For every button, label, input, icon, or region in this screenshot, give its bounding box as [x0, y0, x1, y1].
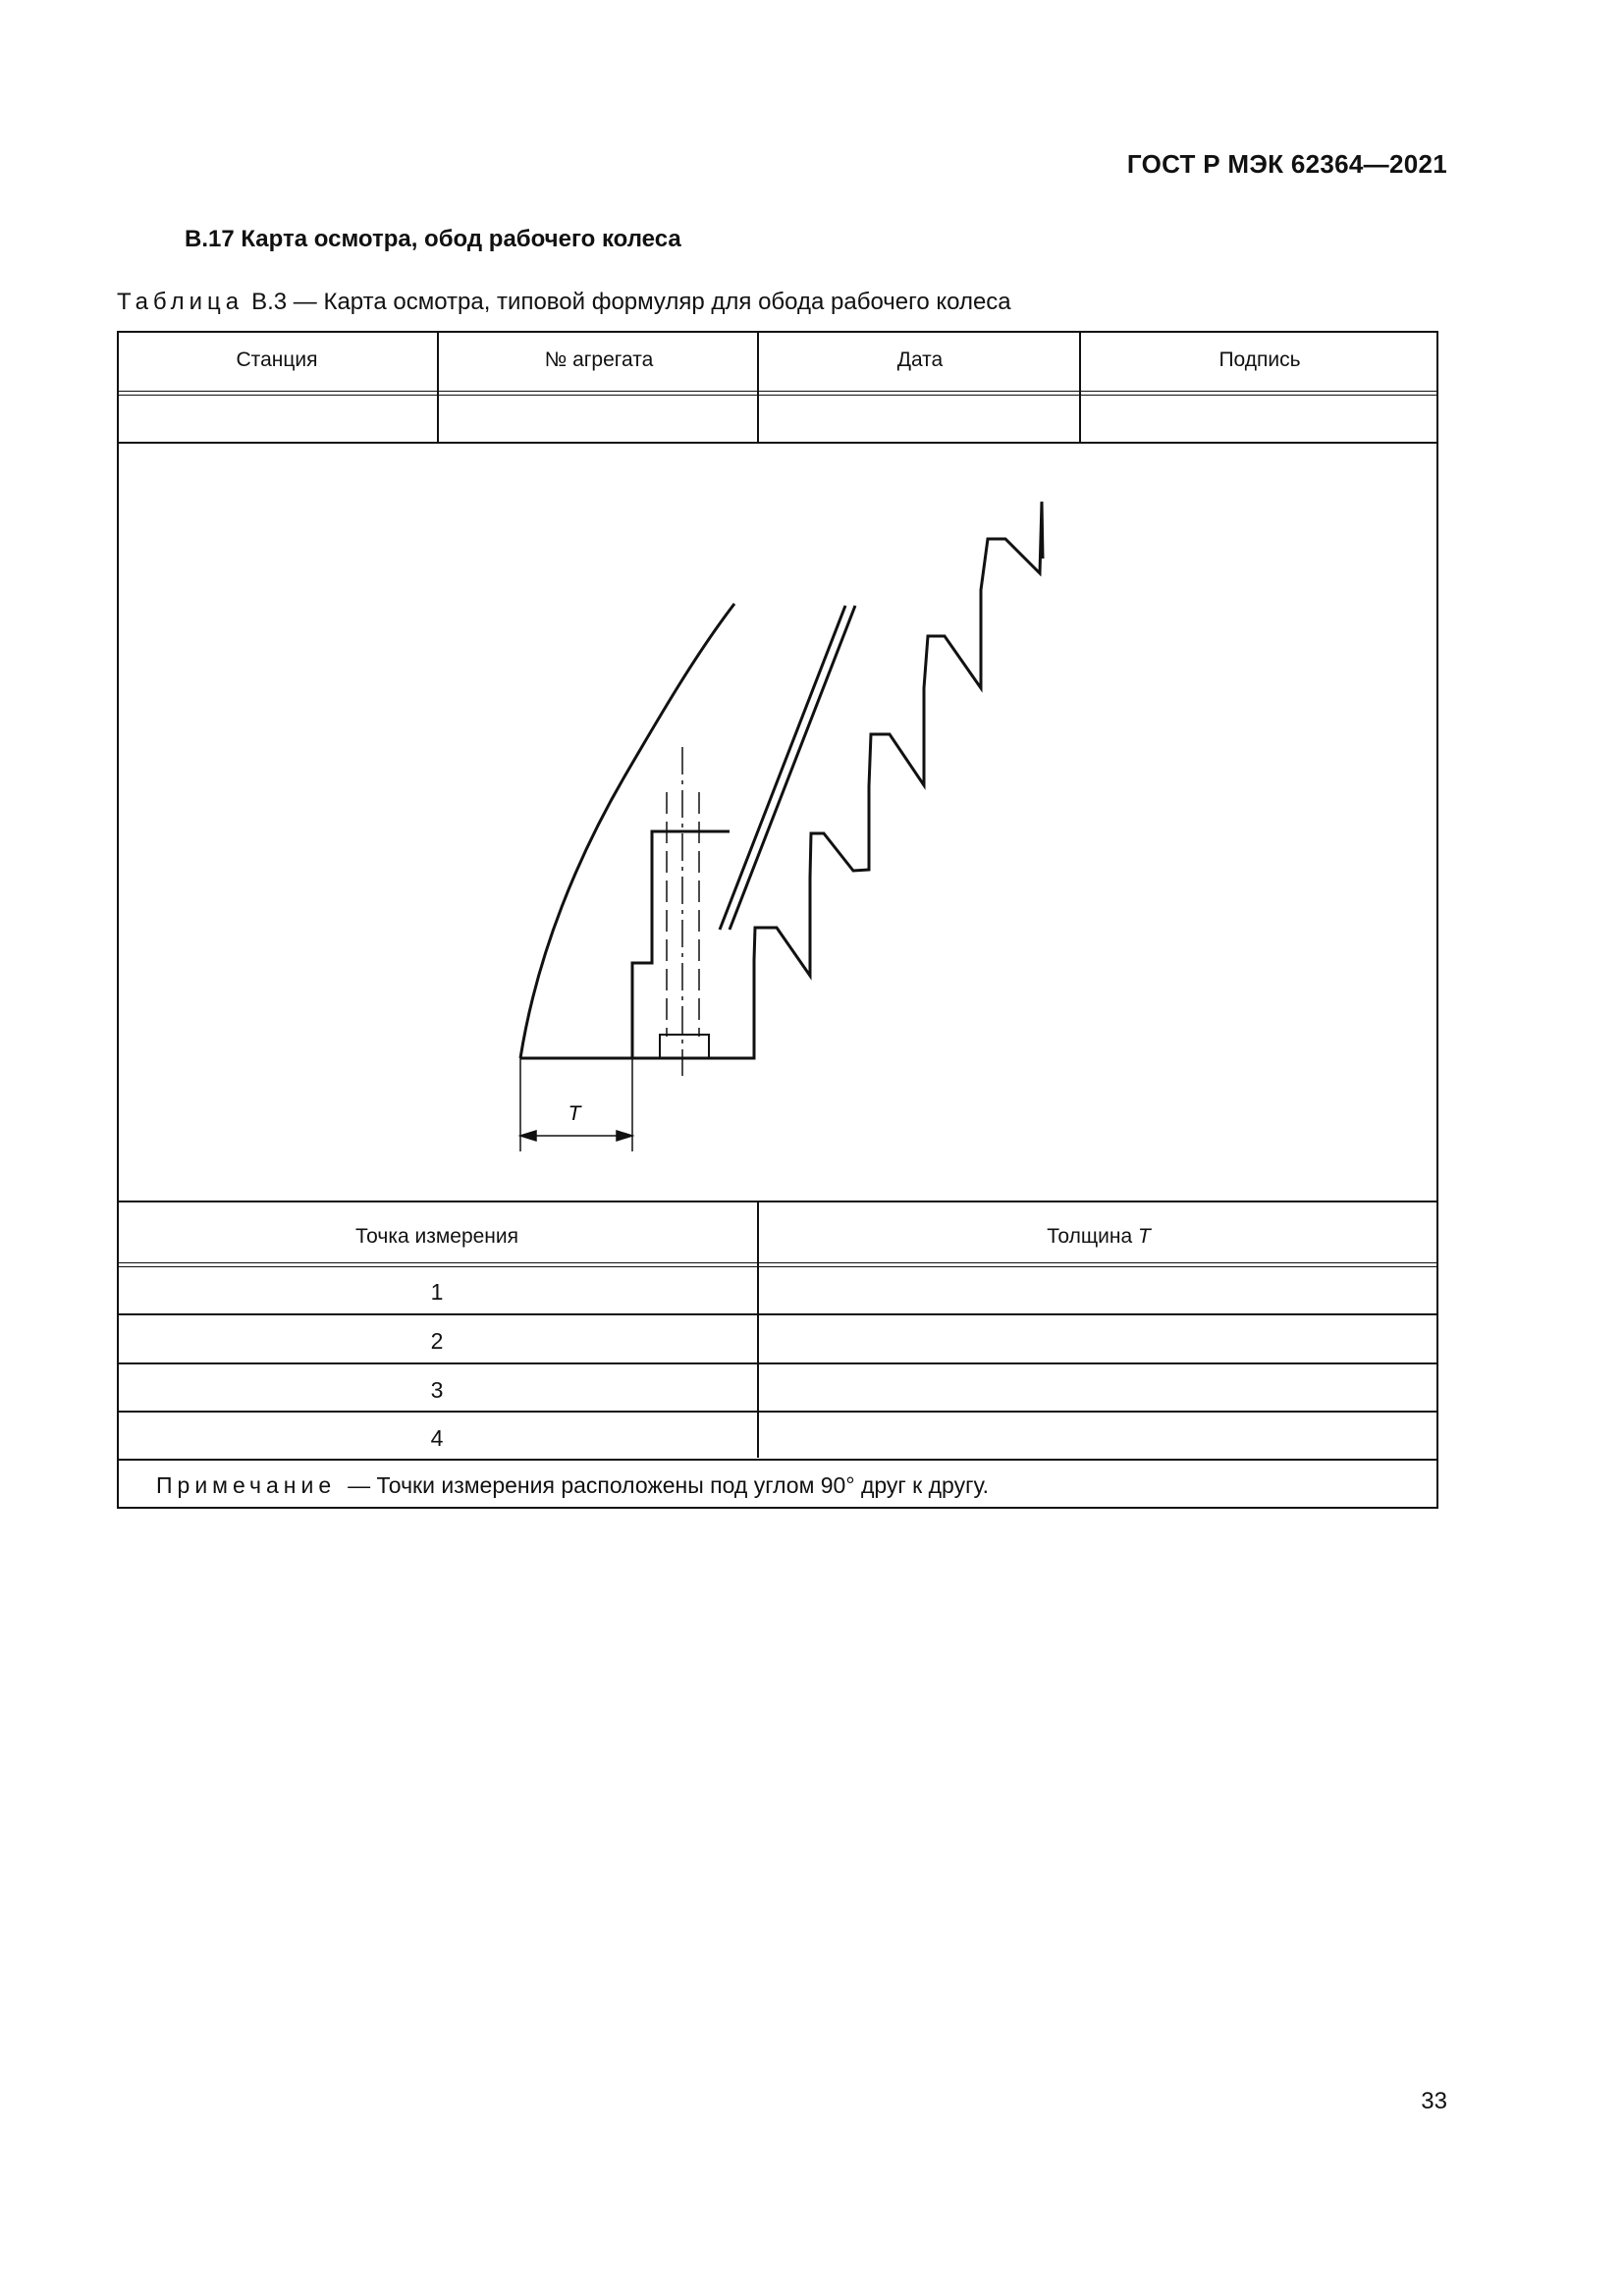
table-caption: [117, 289, 1011, 316]
table-border-bottom: [117, 1507, 1438, 1509]
note-prefix: Примечание: [156, 1472, 337, 1498]
header-cell-date: Дата: [896, 348, 944, 371]
header-divider-1: [437, 331, 439, 443]
rim-base-block: [520, 831, 730, 1058]
row-rule-4: [117, 1459, 1438, 1461]
drawing-bottom-border: [117, 1201, 1438, 1202]
measure-header-point: Точка измерения: [354, 1225, 519, 1248]
section-title: В.17 Карта осмотра, обод рабочего колеса: [185, 226, 681, 252]
measure-header-rule-2: [117, 1266, 1438, 1267]
table-border-top: [117, 331, 1438, 333]
measure-row-2: 2: [430, 1328, 444, 1354]
rim-base-right: [632, 960, 754, 1058]
dimension-arrow-right: [617, 1131, 632, 1141]
row-rule-2: [117, 1362, 1438, 1364]
measure-row-1: 1: [430, 1279, 444, 1305]
header-cell-station: Станция: [236, 348, 318, 371]
measure-column-divider: [757, 1201, 759, 1458]
thickness-symbol: T: [1137, 1225, 1151, 1248]
page-number: 33: [1421, 2088, 1447, 2114]
table-note: [156, 1472, 989, 1499]
rim-cross-section-drawing: [117, 443, 1438, 1201]
header-divider-2: [757, 331, 759, 443]
dimension-label-t: T: [568, 1102, 581, 1125]
measure-row-4: 4: [430, 1425, 444, 1451]
standard-code: ГОСТ Р МЭК 62364—2021: [1126, 149, 1447, 179]
row-rule-1: [117, 1313, 1438, 1315]
table-caption-text: В.3 — Карта осмотра, типовой формуляр для обода рабочего колеса: [251, 289, 1011, 315]
measure-header-thickness: [759, 1225, 1438, 1249]
rim-inner-line-2: [730, 606, 855, 930]
row-rule-3: [117, 1411, 1438, 1413]
header-rule-2: [117, 395, 1438, 396]
measure-header-rule-1: [117, 1262, 1438, 1263]
measurement-pad: [660, 1035, 709, 1058]
note-text: — Точки измерения расположены под углом 90° друг к другу.: [348, 1472, 990, 1498]
rim-inner-line-1: [720, 606, 845, 930]
header-divider-3: [1079, 331, 1081, 443]
thickness-label: Толщина: [1047, 1225, 1133, 1248]
rim-seal-teeth: [754, 502, 1043, 976]
inspection-form-table: [117, 331, 1438, 1509]
measure-row-3: 3: [430, 1377, 444, 1403]
header-rule-1: [117, 391, 1438, 392]
dimension-arrow-left: [520, 1131, 536, 1141]
header-cell-unit-number: № агрегата: [544, 348, 654, 371]
table-caption-prefix: Таблица: [117, 289, 244, 315]
header-cell-signature: Подпись: [1218, 348, 1301, 371]
